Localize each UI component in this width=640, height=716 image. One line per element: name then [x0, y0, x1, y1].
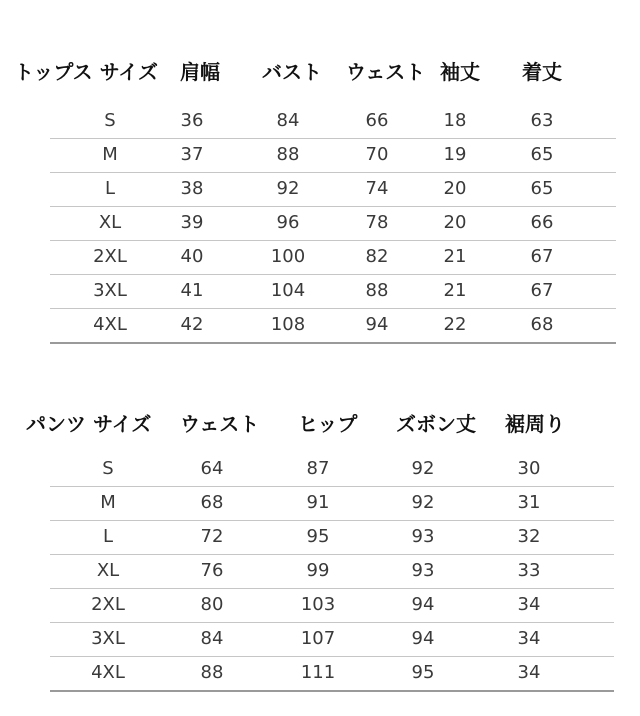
table-cell: 104: [270, 280, 306, 301]
table-cell: 84: [200, 628, 224, 649]
table-cell: 93: [411, 560, 435, 581]
table-cell: 107: [300, 628, 336, 649]
pants-col-hip: ヒップ: [298, 412, 358, 436]
table-cell: 88: [365, 280, 389, 301]
table-cell: 94: [411, 628, 435, 649]
table-cell: 40: [180, 246, 204, 267]
table-cell: 82: [365, 246, 389, 267]
size-label: 2XL: [91, 594, 125, 615]
row-divider: [50, 240, 616, 241]
table-cell: 88: [200, 662, 224, 683]
table-cell: 37: [180, 144, 204, 165]
size-label: XL: [98, 212, 122, 233]
table-cell: 65: [530, 144, 554, 165]
size-label: 4XL: [93, 314, 127, 335]
table-cell: 20: [443, 178, 467, 199]
table-cell: 95: [306, 526, 330, 547]
pants-col-inseam: ズボン丈: [396, 412, 476, 436]
row-divider: [50, 172, 616, 173]
size-label: 2XL: [93, 246, 127, 267]
size-label: 3XL: [93, 280, 127, 301]
pants-col-waist: ウェスト: [180, 412, 260, 436]
table-cell: 64: [200, 458, 224, 479]
table-cell: 103: [300, 594, 336, 615]
table-cell: 94: [411, 594, 435, 615]
size-label: M: [102, 144, 118, 165]
row-divider: [50, 588, 614, 589]
table-cell: 18: [443, 110, 467, 131]
pants-title: パンツ サイズ: [26, 412, 152, 436]
row-divider: [50, 554, 614, 555]
table-cell: 84: [276, 110, 300, 131]
size-label: 4XL: [91, 662, 125, 683]
table-cell: 68: [530, 314, 554, 335]
row-divider: [50, 308, 616, 309]
table-cell: 36: [180, 110, 204, 131]
table-cell: 34: [517, 594, 541, 615]
tops-col-sleeve: 袖丈: [440, 60, 480, 84]
row-divider: [50, 206, 616, 207]
row-divider: [50, 520, 614, 521]
table-cell: 21: [443, 246, 467, 267]
table-cell: 41: [180, 280, 204, 301]
table-cell: 31: [517, 492, 541, 513]
table-cell: 91: [306, 492, 330, 513]
table-cell: 32: [517, 526, 541, 547]
table-cell: 72: [200, 526, 224, 547]
table-cell: 63: [530, 110, 554, 131]
table-cell: 39: [180, 212, 204, 233]
table-cell: 108: [270, 314, 306, 335]
size-label: M: [100, 492, 116, 513]
table-cell: 99: [306, 560, 330, 581]
tops-col-waist: ウェスト: [346, 60, 426, 84]
size-label: L: [104, 178, 116, 199]
table-cell: 33: [517, 560, 541, 581]
table-cell: 66: [530, 212, 554, 233]
table-cell: 74: [365, 178, 389, 199]
size-label: L: [102, 526, 114, 547]
row-divider: [50, 486, 614, 487]
tops-col-bust: バスト: [262, 60, 322, 84]
table-cell: 65: [530, 178, 554, 199]
row-divider: [50, 342, 616, 344]
size-label: S: [104, 110, 116, 131]
table-cell: 111: [300, 662, 336, 683]
table-cell: 95: [411, 662, 435, 683]
table-cell: 42: [180, 314, 204, 335]
table-cell: 100: [270, 246, 306, 267]
tops-title: トップス サイズ: [14, 60, 158, 84]
tops-col-length: 着丈: [522, 60, 562, 84]
pants-col-hem: 裾周り: [505, 412, 565, 436]
table-cell: 87: [306, 458, 330, 479]
size-label: XL: [96, 560, 120, 581]
row-divider: [50, 138, 616, 139]
table-cell: 76: [200, 560, 224, 581]
table-cell: 80: [200, 594, 224, 615]
row-divider: [50, 690, 614, 692]
table-cell: 38: [180, 178, 204, 199]
table-cell: 30: [517, 458, 541, 479]
table-cell: 66: [365, 110, 389, 131]
table-cell: 20: [443, 212, 467, 233]
table-cell: 21: [443, 280, 467, 301]
table-cell: 94: [365, 314, 389, 335]
table-cell: 78: [365, 212, 389, 233]
row-divider: [50, 656, 614, 657]
table-cell: 67: [530, 246, 554, 267]
table-cell: 96: [276, 212, 300, 233]
table-cell: 34: [517, 628, 541, 649]
table-cell: 93: [411, 526, 435, 547]
size-label: S: [102, 458, 114, 479]
table-cell: 88: [276, 144, 300, 165]
table-cell: 67: [530, 280, 554, 301]
table-cell: 22: [443, 314, 467, 335]
table-cell: 70: [365, 144, 389, 165]
row-divider: [50, 622, 614, 623]
table-cell: 92: [276, 178, 300, 199]
table-cell: 19: [443, 144, 467, 165]
table-cell: 92: [411, 458, 435, 479]
tops-col-shoulder: 肩幅: [180, 60, 220, 84]
table-cell: 68: [200, 492, 224, 513]
table-cell: 34: [517, 662, 541, 683]
table-cell: 92: [411, 492, 435, 513]
size-label: 3XL: [91, 628, 125, 649]
row-divider: [50, 274, 616, 275]
